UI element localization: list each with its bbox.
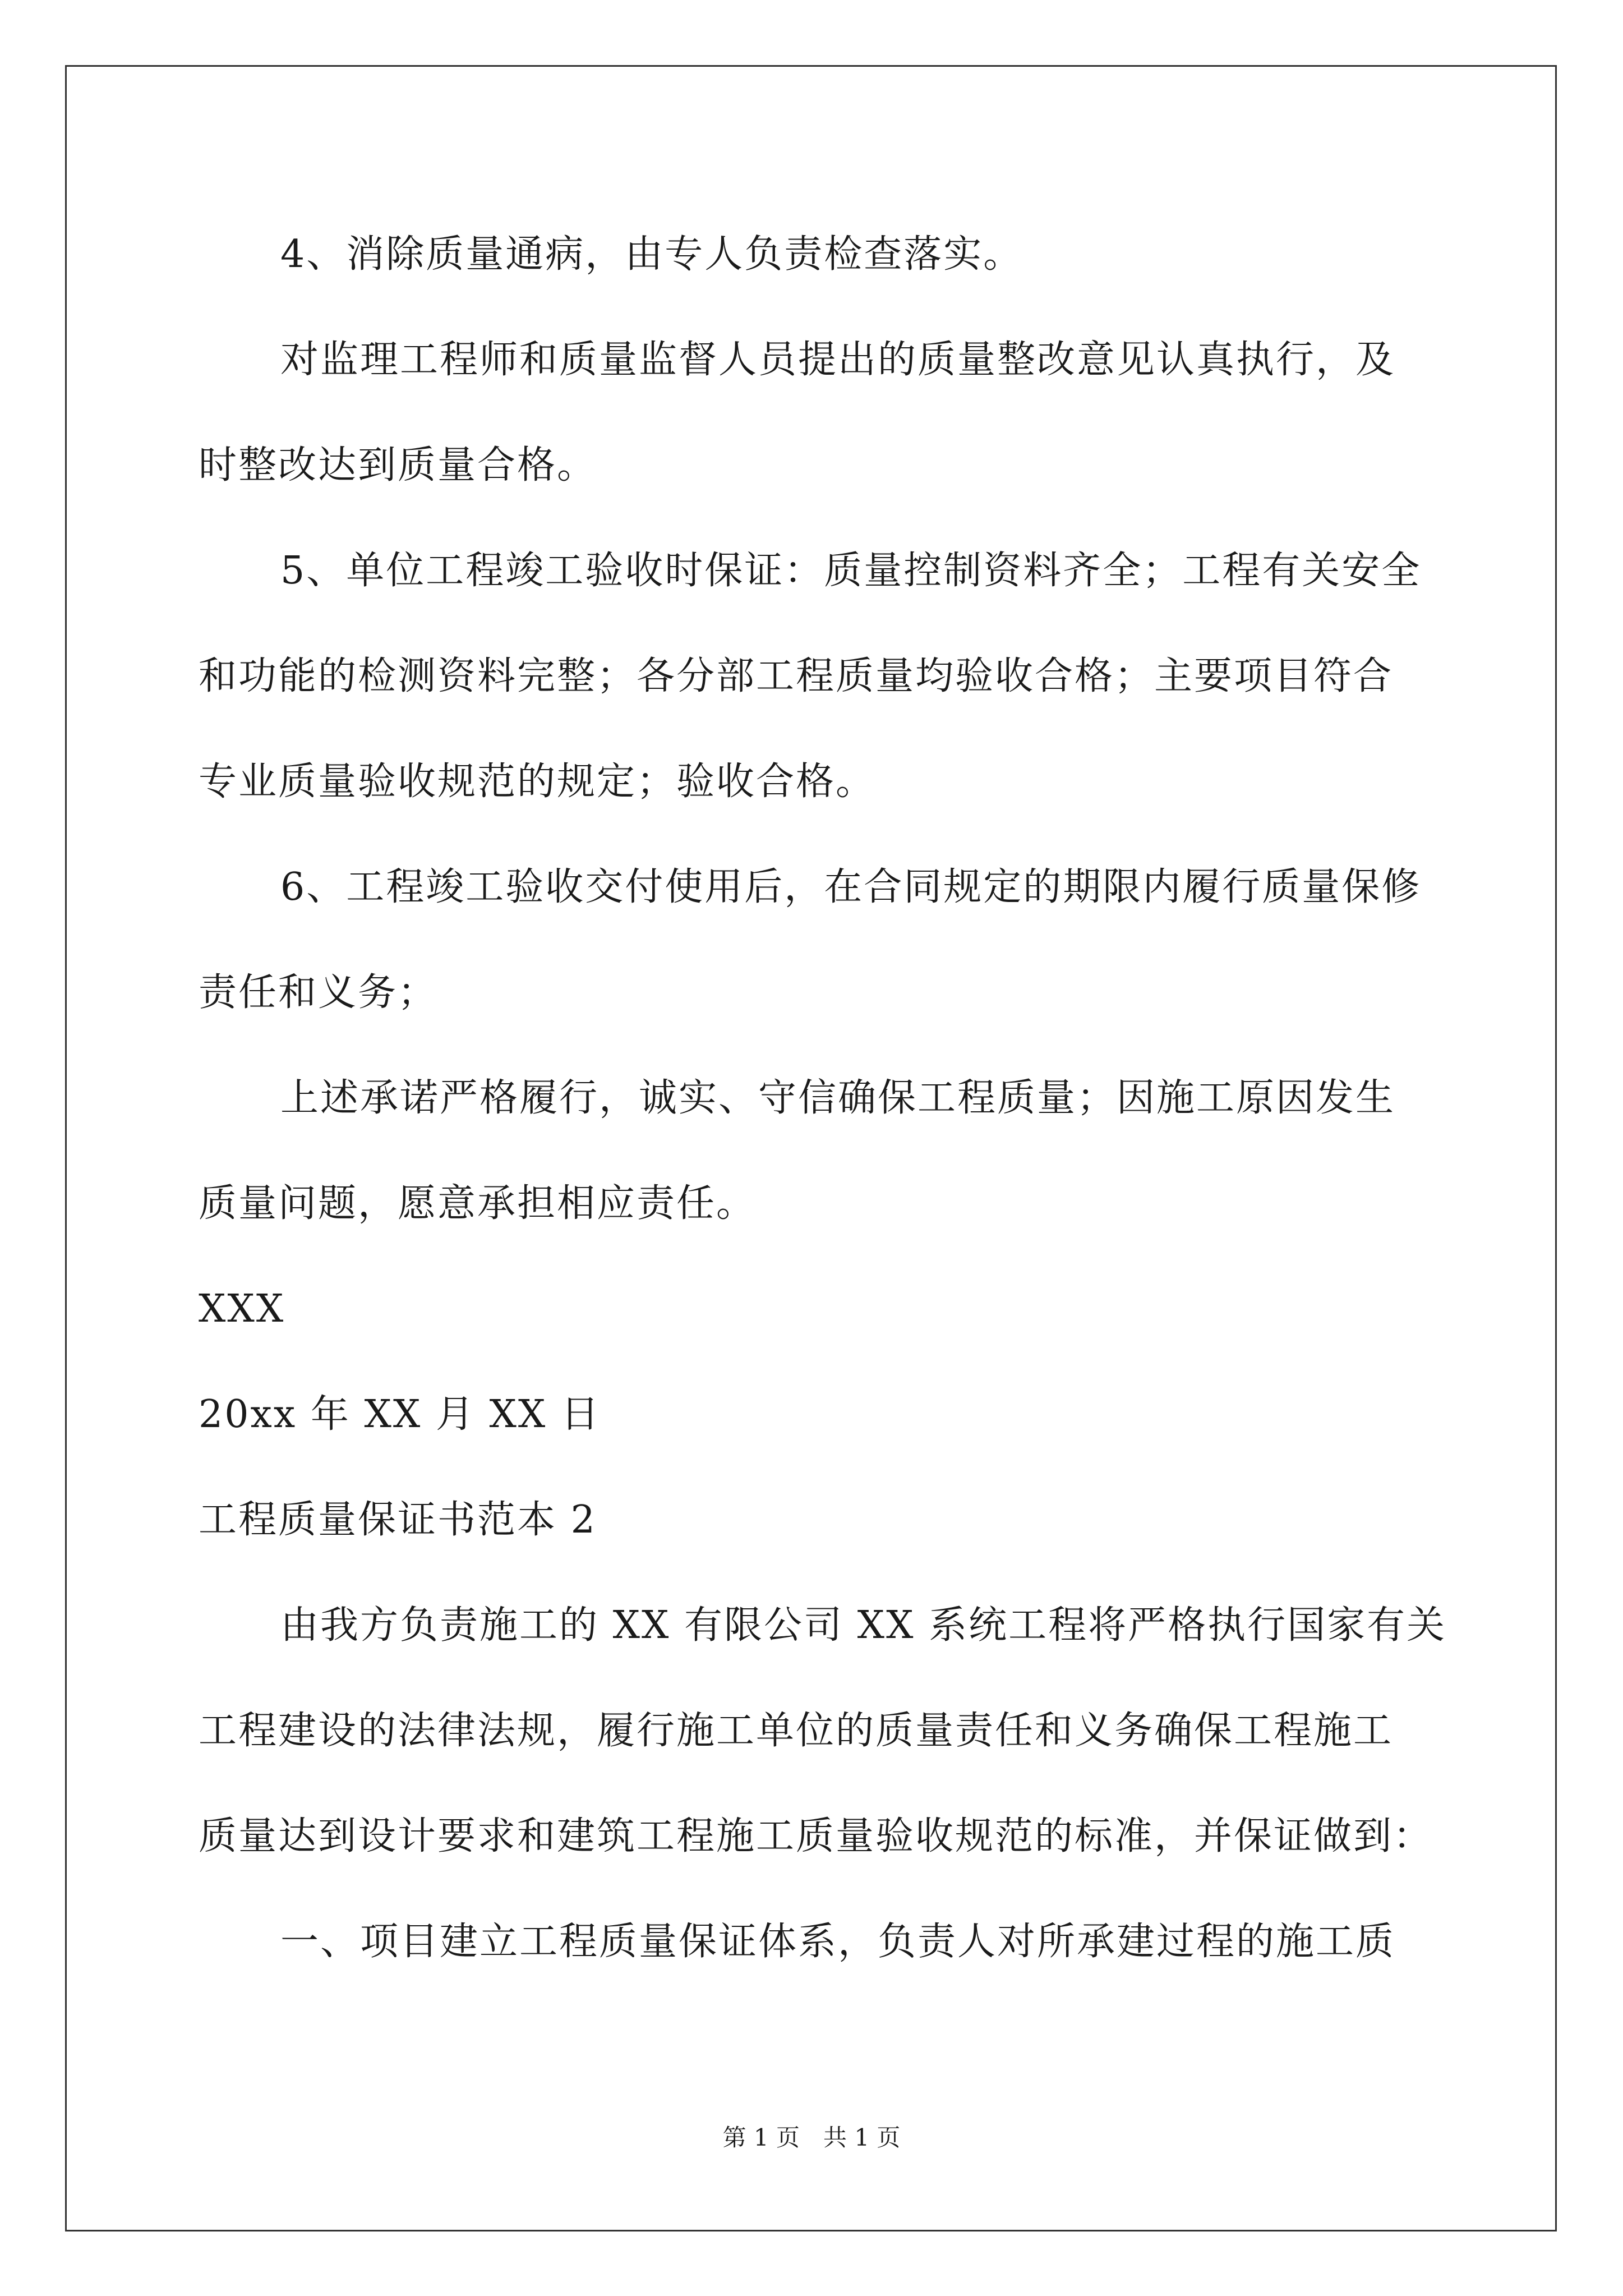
text-line: 工程建设的法律法规，履行施工单位的质量责任和义务确保工程施工 bbox=[199, 1709, 1394, 1753]
text-line: 质量达到设计要求和建筑工程施工质量验收规范的标准，并保证做到： bbox=[199, 1814, 1433, 1858]
text-line: 4、消除质量通病，由专人负责检查落实。 bbox=[280, 232, 1023, 277]
page-frame bbox=[65, 65, 1557, 2231]
text-line: 对监理工程师和质量监督人员提出的质量整改意见认真执行，及 bbox=[280, 338, 1396, 382]
text-line: 上述承诺严格履行，诚实、守信确保工程质量；因施工原因发生 bbox=[280, 1076, 1396, 1120]
page-footer: 第 1 页 共 1 页 bbox=[722, 2124, 901, 2151]
signature-name: XXX bbox=[199, 1287, 285, 1331]
text-line: 由我方负责施工的 XX 有限公司 XX 系统工程将严格执行国家有关 bbox=[280, 1603, 1447, 1648]
text-line: 时整改达到质量合格。 bbox=[199, 443, 597, 487]
text-line: 和功能的检测资料完整；各分部工程质量均验收合格；主要项目符合 bbox=[199, 654, 1394, 698]
text-line: 5、单位工程竣工验收时保证：质量控制资料齐全；工程有关安全 bbox=[280, 549, 1422, 593]
text-line: 6、工程竣工验收交付使用后，在合同规定的期限内履行质量保修 bbox=[280, 865, 1422, 909]
text-line: 质量问题，愿意承担相应责任。 bbox=[199, 1181, 757, 1226]
text-line: 专业质量验收规范的规定；验收合格。 bbox=[199, 760, 876, 804]
text-line: 责任和义务； bbox=[199, 970, 438, 1015]
signature-date: 20xx 年 XX 月 XX 日 bbox=[199, 1392, 601, 1437]
text-line: 一、项目建立工程质量保证体系，负责人对所承建过程的施工质 bbox=[280, 1920, 1396, 1964]
section-title: 工程质量保证书范本 2 bbox=[199, 1498, 597, 1542]
